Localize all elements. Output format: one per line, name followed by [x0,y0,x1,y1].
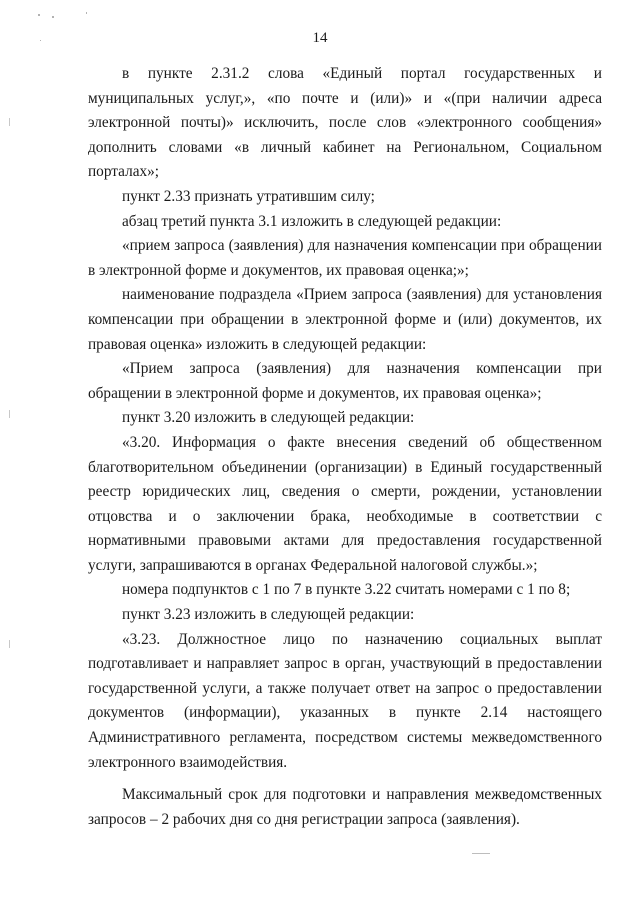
paragraph-item-3-23-intro: пункт 3.23 изложить в следующей редакции: [122,606,415,624]
paragraph-item-3-23-text: «3.23. Должностное лицо по назначению социальных выплат подготавливает и направляет запрос в орган, участвующий в предоставлении государственной услуги, а также получает ответ на запрос о предоставлении документов (информации), указанных в пункте 2.14 настоящего Административного регламента, посредством системы межведомственного электронного взаимодействия. [88,630,602,771]
scan-speck [472,853,490,854]
scan-edge-mark [9,410,10,418]
paragraph-item-3-20-intro: пункт 3.20 изложить в следующей редакции: [122,409,415,427]
paragraph-subsection-title-intro: наименование подраздела «Прием запроса (заявления) для установления компенсации при обращении в электронной форме и (или) документов, их правовая оценка» изложить в следующей редакции: [88,286,602,353]
scan-speck [52,16,54,18]
paragraph-item-2-31-2: в пункте 2.31.2 слова «Единый портал государственных и муниципальных услуг,», «по почте и (или)» и «(при наличии адреса электронной почты)» исключить, после слов «электронного сообщения» дополнить словами «в личный кабинет на Региональном, Социальном порталах»; [88,65,602,181]
paragraph-item-3-22: номера подпунктов с 1 по 7 в пункте 3.22 считать номерами с 1 по 8; [122,581,571,599]
scan-edge-mark [9,118,10,126]
document-body [88,62,602,832]
paragraph-max-period: Максимальный срок для подготовки и направления межведомственных запросов – 2 рабочих дня со дня регистрации запроса (заявления). [88,786,602,828]
paragraph-item-2-33: пункт 2.33 признать утратившим силу; [122,187,375,205]
paragraph-item-3-1-intro: абзац третий пункта 3.1 изложить в следующей редакции: [122,212,502,230]
paragraph-item-3-1-text: «прием запроса (заявления) для назначения компенсации при обращении в электронной форме и документов, их правовая оценка;»; [88,237,602,279]
page-number: 14 [312,30,328,46]
scan-edge-mark [9,640,10,648]
paragraph-item-3-20-text: «3.20. Информация о факте внесения сведений об общественном благотворительном объединении (организации) в Единый государственный реестр юридических лиц, сведения о смерти, рождении, установлении отцовства и о заключении брака, необходимые в соответствии с нормативными правовыми актами для предоставления государственной услуги, запрашиваются в органах Федеральной налоговой службы.»; [88,433,602,574]
paragraph-subsection-title-text: «Прием запроса (заявления) для назначения компенсации при обращении в электронной форме и документов, их правовая оценка»; [88,360,602,402]
scan-speck [38,14,40,16]
scan-speck [86,12,87,14]
